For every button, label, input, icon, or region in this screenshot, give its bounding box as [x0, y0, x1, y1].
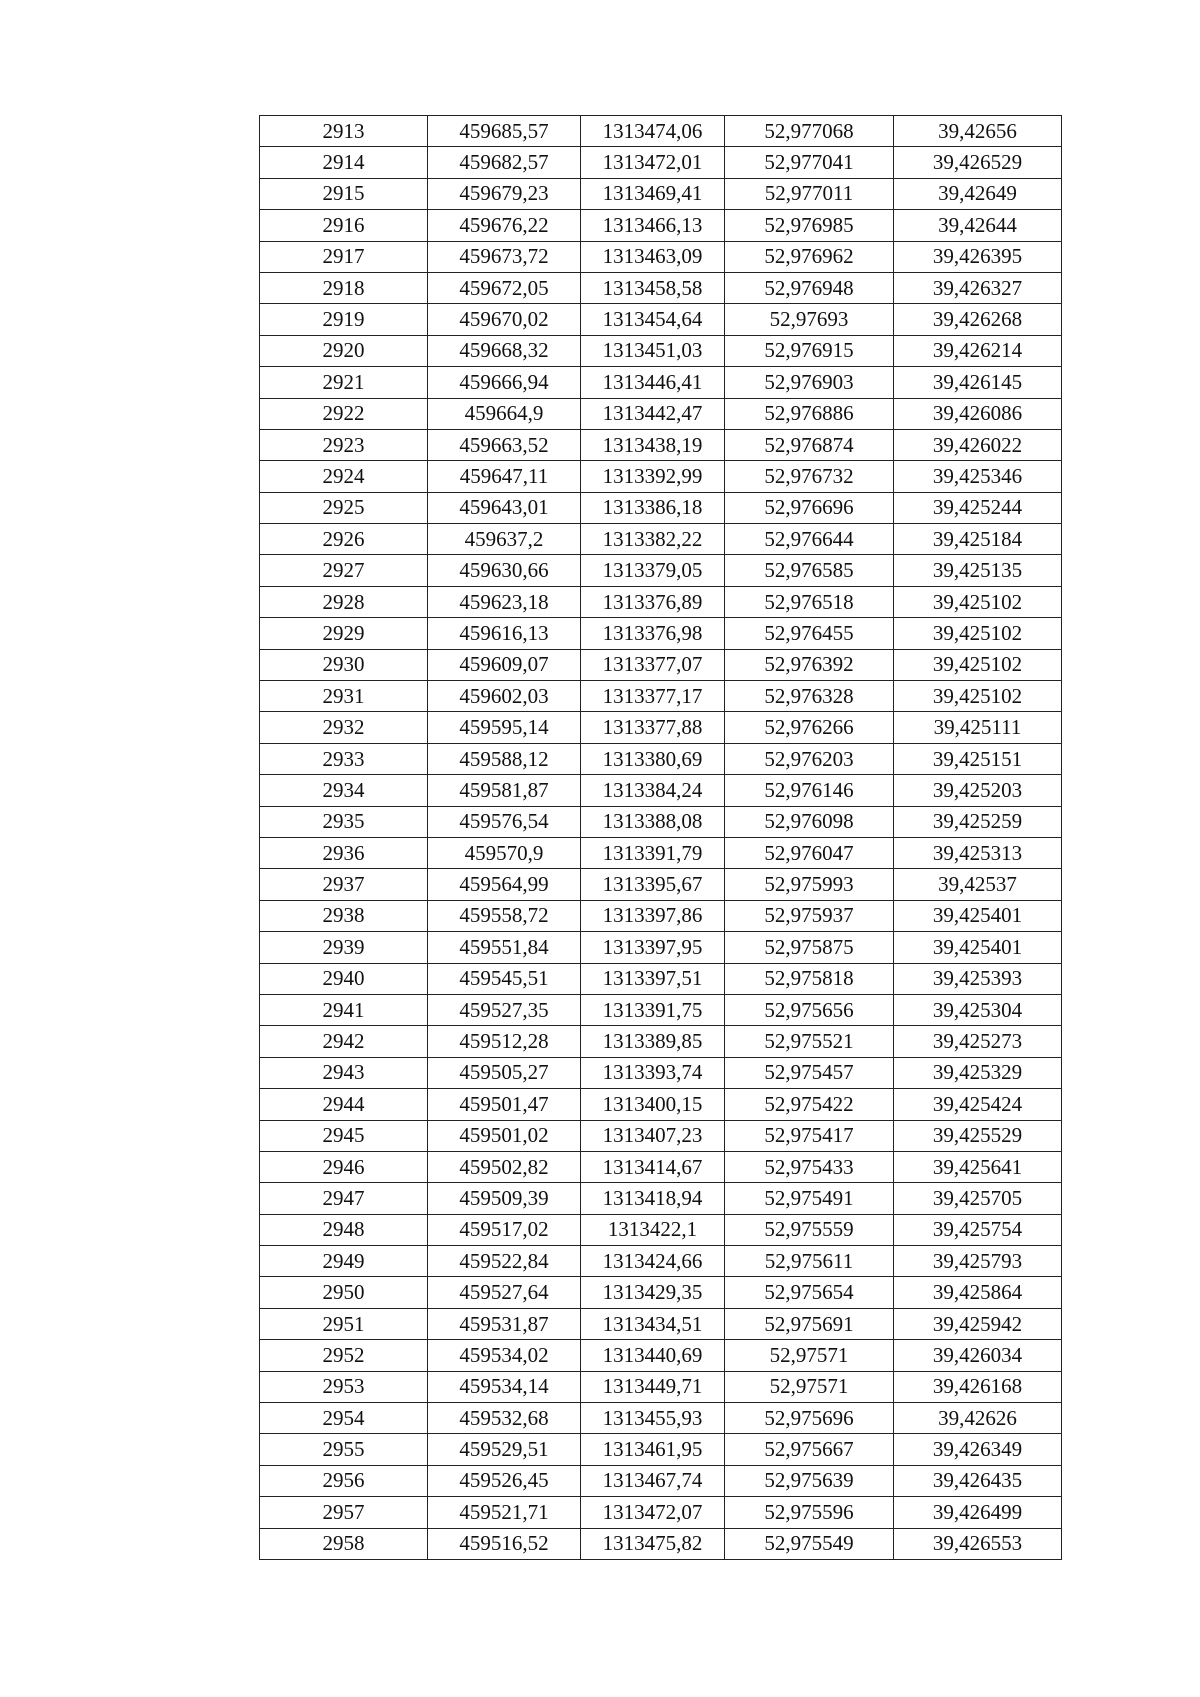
table-row	[260, 1120, 1062, 1151]
table-row	[260, 116, 1062, 147]
x-coordinate-cell: 459551,84	[428, 932, 581, 963]
latitude-cell: 52,97571	[725, 1340, 894, 1371]
y-coordinate-cell: 1313391,75	[581, 994, 725, 1025]
x-coordinate-cell: 459558,72	[428, 900, 581, 931]
latitude-cell: 52,976328	[725, 681, 894, 712]
latitude-cell: 52,976886	[725, 398, 894, 429]
latitude-cell: 52,975691	[725, 1308, 894, 1339]
point-number-cell: 2914	[260, 147, 428, 178]
point-number-cell: 2939	[260, 932, 428, 963]
point-number-cell: 2921	[260, 367, 428, 398]
y-coordinate-cell: 1313379,05	[581, 555, 725, 586]
table-row	[260, 1151, 1062, 1182]
x-coordinate-cell: 459602,03	[428, 681, 581, 712]
longitude-cell: 39,426529	[894, 147, 1062, 178]
coordinates-table-body	[260, 116, 1062, 1560]
point-number-cell: 2955	[260, 1434, 428, 1465]
y-coordinate-cell: 1313393,74	[581, 1057, 725, 1088]
longitude-cell: 39,425864	[894, 1277, 1062, 1308]
x-coordinate-cell: 459527,35	[428, 994, 581, 1025]
longitude-cell: 39,425304	[894, 994, 1062, 1025]
y-coordinate-cell: 1313377,07	[581, 649, 725, 680]
y-coordinate-cell: 1313397,51	[581, 963, 725, 994]
longitude-cell: 39,426499	[894, 1497, 1062, 1528]
x-coordinate-cell: 459581,87	[428, 775, 581, 806]
longitude-cell: 39,425203	[894, 775, 1062, 806]
point-number-cell: 2928	[260, 586, 428, 617]
longitude-cell: 39,425135	[894, 555, 1062, 586]
table-row	[260, 555, 1062, 586]
latitude-cell: 52,977068	[725, 116, 894, 147]
point-number-cell: 2931	[260, 681, 428, 712]
latitude-cell: 52,976696	[725, 492, 894, 523]
point-number-cell: 2941	[260, 994, 428, 1025]
point-number-cell: 2926	[260, 524, 428, 555]
y-coordinate-cell: 1313458,58	[581, 272, 725, 303]
longitude-cell: 39,426168	[894, 1371, 1062, 1402]
table-row	[260, 1371, 1062, 1402]
point-number-cell: 2940	[260, 963, 428, 994]
y-coordinate-cell: 1313451,03	[581, 335, 725, 366]
x-coordinate-cell: 459534,02	[428, 1340, 581, 1371]
longitude-cell: 39,425705	[894, 1183, 1062, 1214]
longitude-cell: 39,425102	[894, 681, 1062, 712]
longitude-cell: 39,425259	[894, 806, 1062, 837]
y-coordinate-cell: 1313388,08	[581, 806, 725, 837]
x-coordinate-cell: 459637,2	[428, 524, 581, 555]
x-coordinate-cell: 459576,54	[428, 806, 581, 837]
latitude-cell: 52,975654	[725, 1277, 894, 1308]
x-coordinate-cell: 459630,66	[428, 555, 581, 586]
latitude-cell: 52,977041	[725, 147, 894, 178]
longitude-cell: 39,426327	[894, 272, 1062, 303]
longitude-cell: 39,425529	[894, 1120, 1062, 1151]
longitude-cell: 39,426022	[894, 429, 1062, 460]
latitude-cell: 52,976915	[725, 335, 894, 366]
latitude-cell: 52,975696	[725, 1403, 894, 1434]
table-row	[260, 147, 1062, 178]
y-coordinate-cell: 1313467,74	[581, 1465, 725, 1496]
latitude-cell: 52,975457	[725, 1057, 894, 1088]
latitude-cell: 52,976455	[725, 618, 894, 649]
x-coordinate-cell: 459527,64	[428, 1277, 581, 1308]
longitude-cell: 39,426145	[894, 367, 1062, 398]
longitude-cell: 39,425424	[894, 1089, 1062, 1120]
longitude-cell: 39,426553	[894, 1528, 1062, 1559]
x-coordinate-cell: 459531,87	[428, 1308, 581, 1339]
longitude-cell: 39,425102	[894, 586, 1062, 617]
x-coordinate-cell: 459609,07	[428, 649, 581, 680]
x-coordinate-cell: 459534,14	[428, 1371, 581, 1402]
coordinates-table	[259, 115, 1062, 1560]
point-number-cell: 2948	[260, 1214, 428, 1245]
point-number-cell: 2944	[260, 1089, 428, 1120]
point-number-cell: 2951	[260, 1308, 428, 1339]
latitude-cell: 52,976146	[725, 775, 894, 806]
y-coordinate-cell: 1313454,64	[581, 304, 725, 335]
point-number-cell: 2920	[260, 335, 428, 366]
longitude-cell: 39,425102	[894, 649, 1062, 680]
table-row	[260, 492, 1062, 523]
y-coordinate-cell: 1313386,18	[581, 492, 725, 523]
point-number-cell: 2917	[260, 241, 428, 272]
longitude-cell: 39,425184	[894, 524, 1062, 555]
point-number-cell: 2943	[260, 1057, 428, 1088]
point-number-cell: 2945	[260, 1120, 428, 1151]
longitude-cell: 39,426214	[894, 335, 1062, 366]
x-coordinate-cell: 459676,22	[428, 210, 581, 241]
x-coordinate-cell: 459545,51	[428, 963, 581, 994]
table-row	[260, 1246, 1062, 1277]
table-row	[260, 210, 1062, 241]
y-coordinate-cell: 1313442,47	[581, 398, 725, 429]
point-number-cell: 2947	[260, 1183, 428, 1214]
point-number-cell: 2953	[260, 1371, 428, 1402]
x-coordinate-cell: 459673,72	[428, 241, 581, 272]
latitude-cell: 52,976948	[725, 272, 894, 303]
longitude-cell: 39,425401	[894, 932, 1062, 963]
x-coordinate-cell: 459623,18	[428, 586, 581, 617]
latitude-cell: 52,976392	[725, 649, 894, 680]
table-row	[260, 775, 1062, 806]
y-coordinate-cell: 1313461,95	[581, 1434, 725, 1465]
table-row	[260, 241, 1062, 272]
y-coordinate-cell: 1313438,19	[581, 429, 725, 460]
point-number-cell: 2942	[260, 1026, 428, 1057]
y-coordinate-cell: 1313469,41	[581, 178, 725, 209]
y-coordinate-cell: 1313472,07	[581, 1497, 725, 1528]
x-coordinate-cell: 459570,9	[428, 837, 581, 868]
x-coordinate-cell: 459670,02	[428, 304, 581, 335]
latitude-cell: 52,975596	[725, 1497, 894, 1528]
point-number-cell: 2950	[260, 1277, 428, 1308]
longitude-cell: 39,425942	[894, 1308, 1062, 1339]
x-coordinate-cell: 459529,51	[428, 1434, 581, 1465]
table-row	[260, 681, 1062, 712]
longitude-cell: 39,42626	[894, 1403, 1062, 1434]
x-coordinate-cell: 459522,84	[428, 1246, 581, 1277]
longitude-cell: 39,425793	[894, 1246, 1062, 1277]
longitude-cell: 39,42649	[894, 178, 1062, 209]
longitude-cell: 39,42656	[894, 116, 1062, 147]
x-coordinate-cell: 459588,12	[428, 743, 581, 774]
longitude-cell: 39,426268	[894, 304, 1062, 335]
x-coordinate-cell: 459666,94	[428, 367, 581, 398]
table-row	[260, 743, 1062, 774]
table-row	[260, 837, 1062, 868]
table-row	[260, 1277, 1062, 1308]
latitude-cell: 52,976585	[725, 555, 894, 586]
x-coordinate-cell: 459682,57	[428, 147, 581, 178]
longitude-cell: 39,425641	[894, 1151, 1062, 1182]
table-row	[260, 1026, 1062, 1057]
point-number-cell: 2957	[260, 1497, 428, 1528]
table-row	[260, 900, 1062, 931]
latitude-cell: 52,975639	[725, 1465, 894, 1496]
latitude-cell: 52,976903	[725, 367, 894, 398]
longitude-cell: 39,426435	[894, 1465, 1062, 1496]
x-coordinate-cell: 459505,27	[428, 1057, 581, 1088]
table-row	[260, 461, 1062, 492]
latitude-cell: 52,976874	[725, 429, 894, 460]
longitude-cell: 39,425401	[894, 900, 1062, 931]
x-coordinate-cell: 459512,28	[428, 1026, 581, 1057]
longitude-cell: 39,425273	[894, 1026, 1062, 1057]
y-coordinate-cell: 1313455,93	[581, 1403, 725, 1434]
latitude-cell: 52,97693	[725, 304, 894, 335]
table-row	[260, 1403, 1062, 1434]
longitude-cell: 39,425151	[894, 743, 1062, 774]
x-coordinate-cell: 459679,23	[428, 178, 581, 209]
table-row	[260, 932, 1062, 963]
latitude-cell: 52,97571	[725, 1371, 894, 1402]
table-row	[260, 1089, 1062, 1120]
point-number-cell: 2934	[260, 775, 428, 806]
latitude-cell: 52,975549	[725, 1528, 894, 1559]
y-coordinate-cell: 1313440,69	[581, 1340, 725, 1371]
latitude-cell: 52,975521	[725, 1026, 894, 1057]
longitude-cell: 39,426086	[894, 398, 1062, 429]
y-coordinate-cell: 1313389,85	[581, 1026, 725, 1057]
y-coordinate-cell: 1313395,67	[581, 869, 725, 900]
latitude-cell: 52,975656	[725, 994, 894, 1025]
table-row	[260, 963, 1062, 994]
point-number-cell: 2958	[260, 1528, 428, 1559]
y-coordinate-cell: 1313414,67	[581, 1151, 725, 1182]
table-row	[260, 429, 1062, 460]
x-coordinate-cell: 459664,9	[428, 398, 581, 429]
point-number-cell: 2918	[260, 272, 428, 303]
latitude-cell: 52,975559	[725, 1214, 894, 1245]
table-row	[260, 1308, 1062, 1339]
point-number-cell: 2923	[260, 429, 428, 460]
latitude-cell: 52,976047	[725, 837, 894, 868]
table-row	[260, 618, 1062, 649]
point-number-cell: 2930	[260, 649, 428, 680]
point-number-cell: 2922	[260, 398, 428, 429]
point-number-cell: 2913	[260, 116, 428, 147]
y-coordinate-cell: 1313463,09	[581, 241, 725, 272]
table-row	[260, 272, 1062, 303]
point-number-cell: 2954	[260, 1403, 428, 1434]
table-row	[260, 1528, 1062, 1559]
table-row	[260, 524, 1062, 555]
table-row	[260, 335, 1062, 366]
longitude-cell: 39,426034	[894, 1340, 1062, 1371]
point-number-cell: 2916	[260, 210, 428, 241]
y-coordinate-cell: 1313418,94	[581, 1183, 725, 1214]
longitude-cell: 39,42644	[894, 210, 1062, 241]
x-coordinate-cell: 459595,14	[428, 712, 581, 743]
x-coordinate-cell: 459647,11	[428, 461, 581, 492]
y-coordinate-cell: 1313429,35	[581, 1277, 725, 1308]
latitude-cell: 52,975417	[725, 1120, 894, 1151]
table-row	[260, 398, 1062, 429]
point-number-cell: 2915	[260, 178, 428, 209]
point-number-cell: 2952	[260, 1340, 428, 1371]
point-number-cell: 2924	[260, 461, 428, 492]
y-coordinate-cell: 1313472,01	[581, 147, 725, 178]
latitude-cell: 52,977011	[725, 178, 894, 209]
y-coordinate-cell: 1313466,13	[581, 210, 725, 241]
x-coordinate-cell: 459521,71	[428, 1497, 581, 1528]
y-coordinate-cell: 1313397,95	[581, 932, 725, 963]
x-coordinate-cell: 459532,68	[428, 1403, 581, 1434]
longitude-cell: 39,425346	[894, 461, 1062, 492]
x-coordinate-cell: 459502,82	[428, 1151, 581, 1182]
latitude-cell: 52,976985	[725, 210, 894, 241]
point-number-cell: 2956	[260, 1465, 428, 1496]
longitude-cell: 39,426395	[894, 241, 1062, 272]
table-row	[260, 649, 1062, 680]
x-coordinate-cell: 459663,52	[428, 429, 581, 460]
latitude-cell: 52,975491	[725, 1183, 894, 1214]
point-number-cell: 2937	[260, 869, 428, 900]
table-row	[260, 304, 1062, 335]
y-coordinate-cell: 1313377,88	[581, 712, 725, 743]
x-coordinate-cell: 459564,99	[428, 869, 581, 900]
longitude-cell: 39,425244	[894, 492, 1062, 523]
x-coordinate-cell: 459668,32	[428, 335, 581, 366]
table-row	[260, 1183, 1062, 1214]
latitude-cell: 52,976644	[725, 524, 894, 555]
x-coordinate-cell: 459501,47	[428, 1089, 581, 1120]
x-coordinate-cell: 459526,45	[428, 1465, 581, 1496]
point-number-cell: 2936	[260, 837, 428, 868]
table-row	[260, 1214, 1062, 1245]
latitude-cell: 52,976518	[725, 586, 894, 617]
latitude-cell: 52,975667	[725, 1434, 894, 1465]
point-number-cell: 2925	[260, 492, 428, 523]
x-coordinate-cell: 459501,02	[428, 1120, 581, 1151]
point-number-cell: 2949	[260, 1246, 428, 1277]
table-row	[260, 1434, 1062, 1465]
longitude-cell: 39,425329	[894, 1057, 1062, 1088]
latitude-cell: 52,976203	[725, 743, 894, 774]
latitude-cell: 52,975611	[725, 1246, 894, 1277]
longitude-cell: 39,425313	[894, 837, 1062, 868]
point-number-cell: 2935	[260, 806, 428, 837]
latitude-cell: 52,976962	[725, 241, 894, 272]
longitude-cell: 39,425754	[894, 1214, 1062, 1245]
table-row	[260, 586, 1062, 617]
y-coordinate-cell: 1313377,17	[581, 681, 725, 712]
point-number-cell: 2929	[260, 618, 428, 649]
table-row	[260, 1465, 1062, 1496]
y-coordinate-cell: 1313449,71	[581, 1371, 725, 1402]
y-coordinate-cell: 1313392,99	[581, 461, 725, 492]
table-row	[260, 1340, 1062, 1371]
latitude-cell: 52,976732	[725, 461, 894, 492]
point-number-cell: 2932	[260, 712, 428, 743]
latitude-cell: 52,975875	[725, 932, 894, 963]
table-row	[260, 1057, 1062, 1088]
point-number-cell: 2927	[260, 555, 428, 586]
latitude-cell: 52,975422	[725, 1089, 894, 1120]
y-coordinate-cell: 1313391,79	[581, 837, 725, 868]
latitude-cell: 52,976266	[725, 712, 894, 743]
y-coordinate-cell: 1313380,69	[581, 743, 725, 774]
table-row	[260, 806, 1062, 837]
y-coordinate-cell: 1313475,82	[581, 1528, 725, 1559]
latitude-cell: 52,976098	[725, 806, 894, 837]
y-coordinate-cell: 1313382,22	[581, 524, 725, 555]
table-row	[260, 869, 1062, 900]
point-number-cell: 2946	[260, 1151, 428, 1182]
table-row	[260, 994, 1062, 1025]
latitude-cell: 52,975818	[725, 963, 894, 994]
latitude-cell: 52,975433	[725, 1151, 894, 1182]
y-coordinate-cell: 1313474,06	[581, 116, 725, 147]
point-number-cell: 2933	[260, 743, 428, 774]
table-row	[260, 712, 1062, 743]
x-coordinate-cell: 459517,02	[428, 1214, 581, 1245]
latitude-cell: 52,975937	[725, 900, 894, 931]
x-coordinate-cell: 459516,52	[428, 1528, 581, 1559]
y-coordinate-cell: 1313376,98	[581, 618, 725, 649]
longitude-cell: 39,425111	[894, 712, 1062, 743]
longitude-cell: 39,42537	[894, 869, 1062, 900]
latitude-cell: 52,975993	[725, 869, 894, 900]
longitude-cell: 39,425393	[894, 963, 1062, 994]
y-coordinate-cell: 1313384,24	[581, 775, 725, 806]
y-coordinate-cell: 1313376,89	[581, 586, 725, 617]
x-coordinate-cell: 459685,57	[428, 116, 581, 147]
y-coordinate-cell: 1313400,15	[581, 1089, 725, 1120]
y-coordinate-cell: 1313434,51	[581, 1308, 725, 1339]
point-number-cell: 2938	[260, 900, 428, 931]
point-number-cell: 2919	[260, 304, 428, 335]
x-coordinate-cell: 459643,01	[428, 492, 581, 523]
y-coordinate-cell: 1313397,86	[581, 900, 725, 931]
longitude-cell: 39,426349	[894, 1434, 1062, 1465]
table-row	[260, 178, 1062, 209]
longitude-cell: 39,425102	[894, 618, 1062, 649]
x-coordinate-cell: 459616,13	[428, 618, 581, 649]
table-row	[260, 367, 1062, 398]
x-coordinate-cell: 459509,39	[428, 1183, 581, 1214]
table-row	[260, 1497, 1062, 1528]
y-coordinate-cell: 1313422,1	[581, 1214, 725, 1245]
y-coordinate-cell: 1313446,41	[581, 367, 725, 398]
x-coordinate-cell: 459672,05	[428, 272, 581, 303]
y-coordinate-cell: 1313424,66	[581, 1246, 725, 1277]
y-coordinate-cell: 1313407,23	[581, 1120, 725, 1151]
